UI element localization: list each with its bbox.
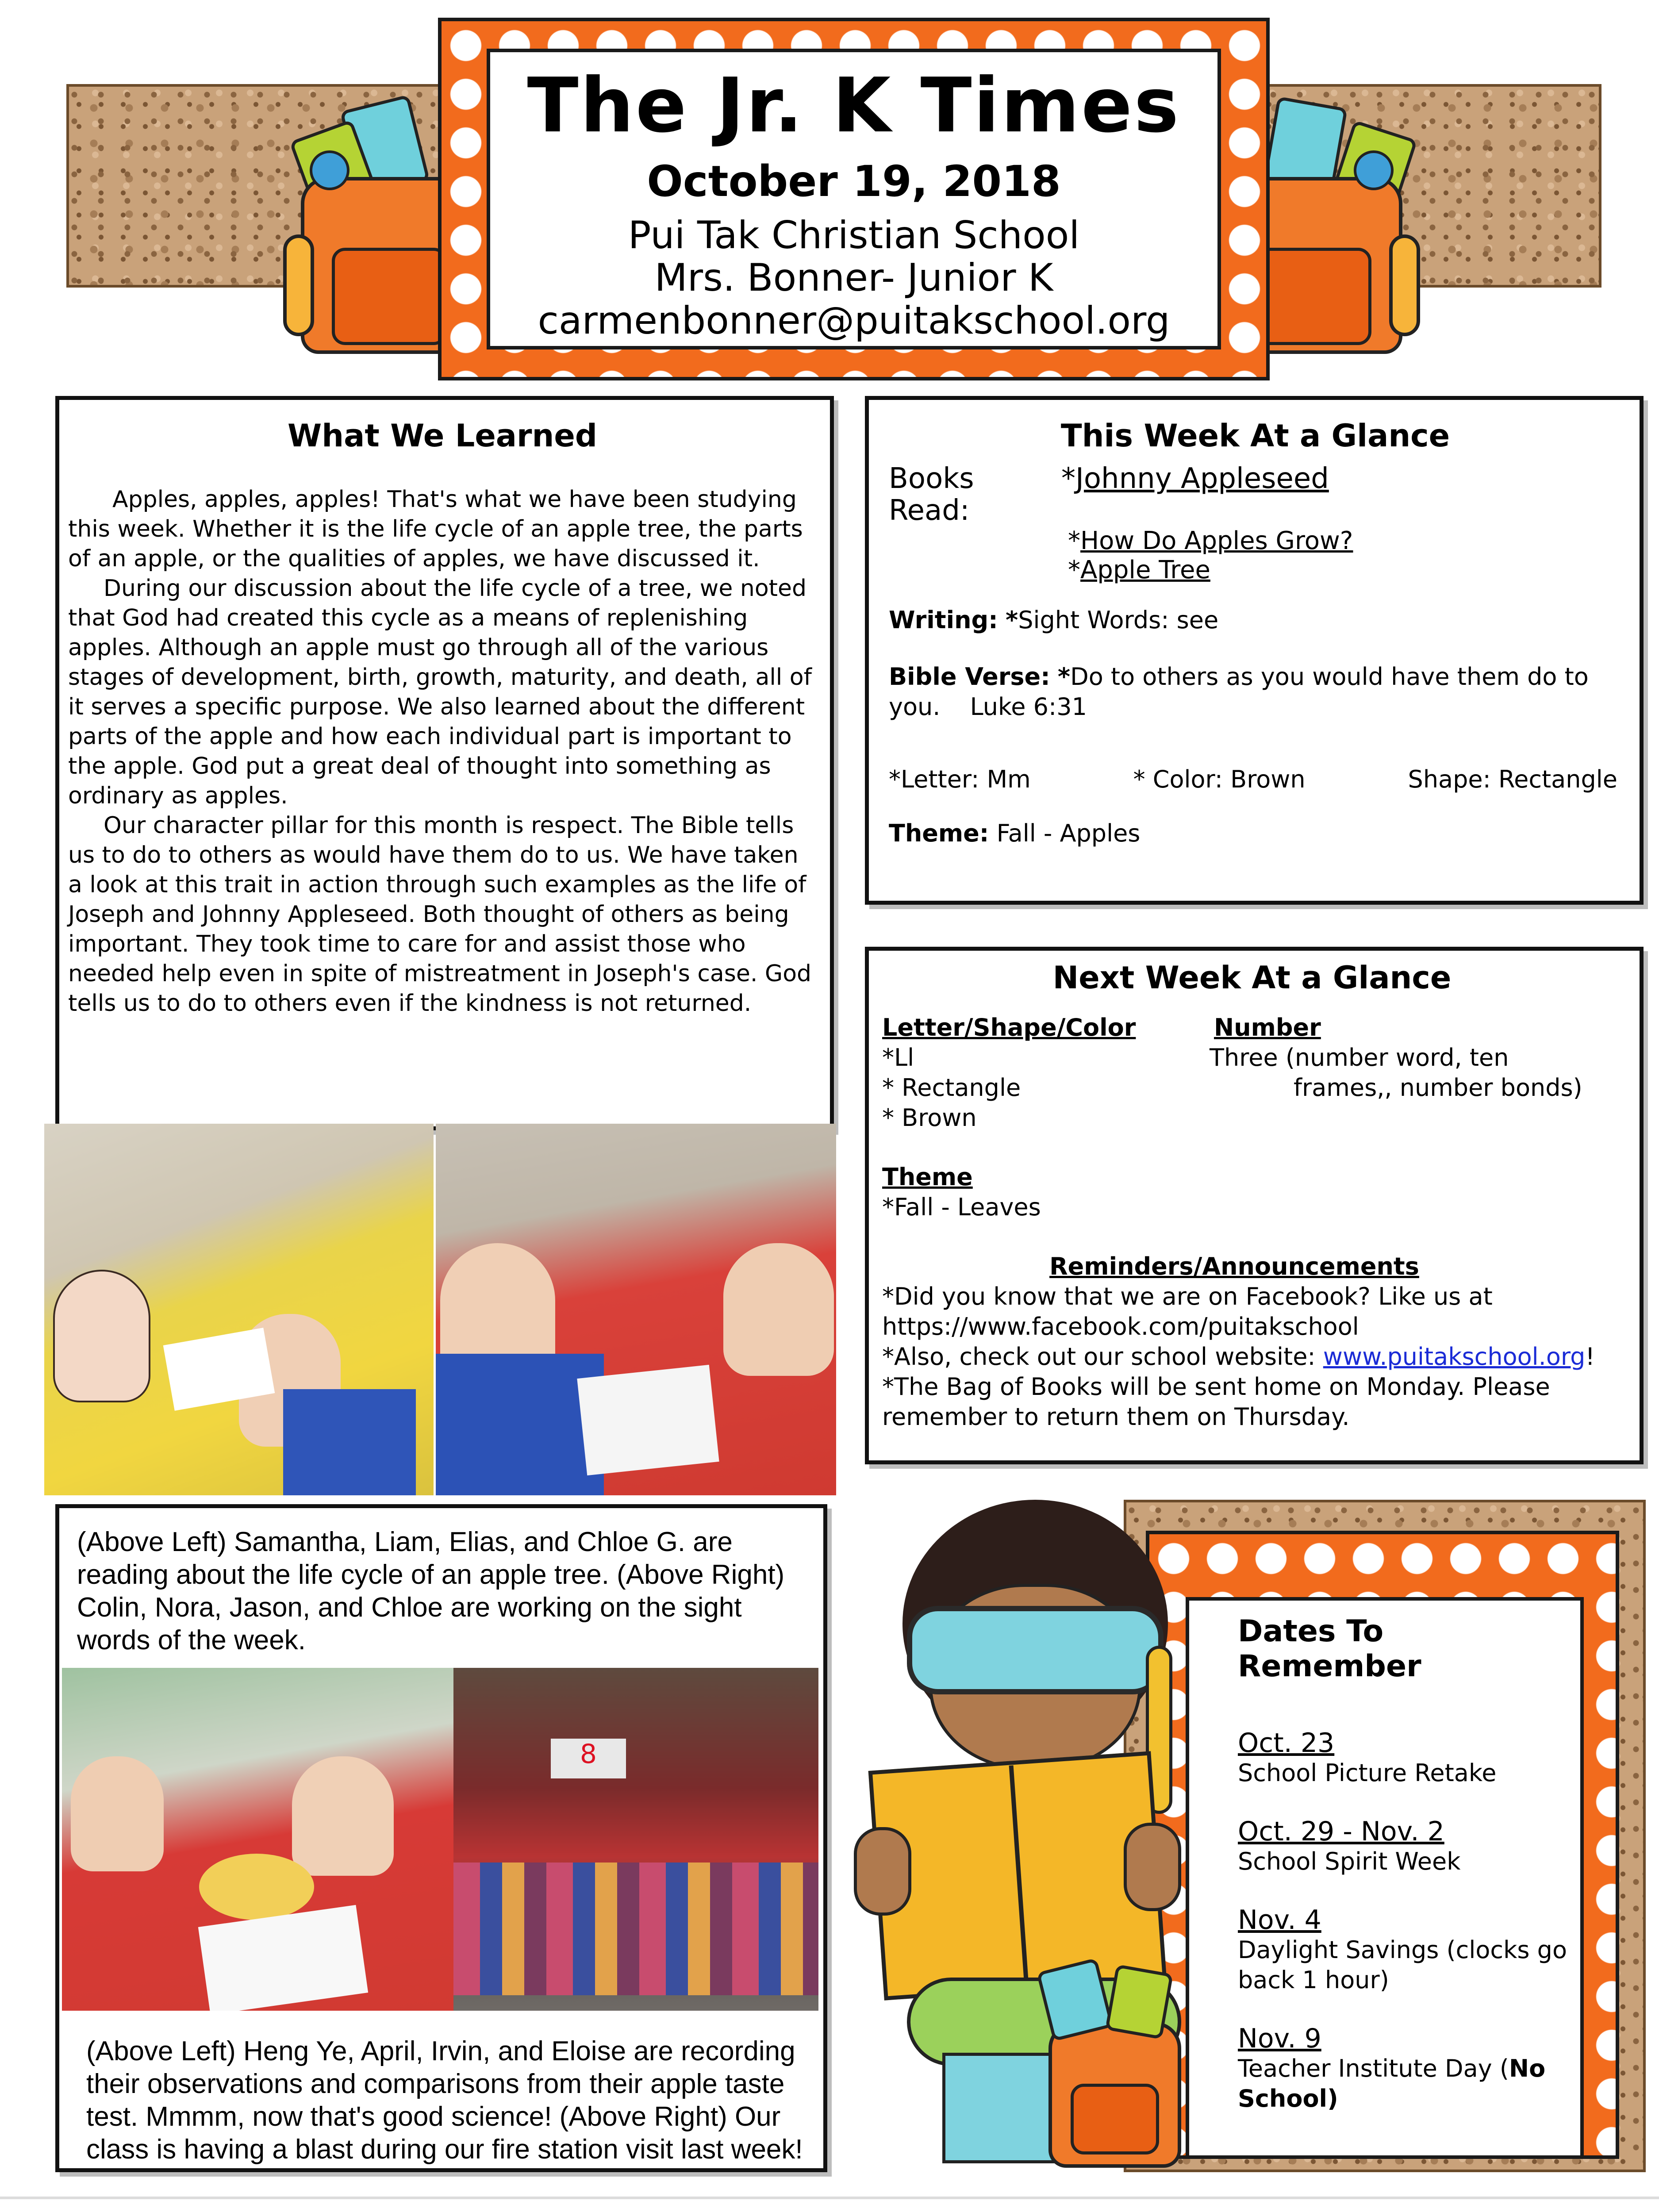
bible-verse-text: Do to others as you would have them do to you.	[889, 663, 1589, 721]
theme-value: *Fall - Leaves	[882, 1193, 1041, 1221]
masthead	[487, 49, 1221, 349]
goggles-icon	[907, 1606, 1164, 1694]
date-entry	[1238, 1816, 1571, 1877]
dates-panel	[1186, 1597, 1584, 2159]
date-event: Daylight Savings (clocks go back 1 hour)	[1238, 1936, 1567, 1994]
section-heading: Dates To Remember	[1238, 1614, 1421, 1684]
learned-paragraph: Apples, apples, apples! That's what we have been studying this week. Whether it is the life cycle of an apple tree, the parts of an apple, or the qualities of apples, we have discussed it.	[68, 486, 803, 572]
learned-paragraph: Our character pillar for this month is respect. The Bible tells us to do to others as would have them do to us. We have taken a look at this trait in action through such examples as the life of Joseph and Johnny Appleseed. Both thought of others as being important. They took time to care for and assist those who needed help even in spite of mistreatment in Joseph's case. God tells us to do to others even if the kindness is not returned.	[68, 812, 812, 1017]
school-name: Pui Tak Christian School	[628, 213, 1080, 257]
writing-label: Writing:	[889, 606, 998, 634]
date-event: School Spirit Week	[1238, 1847, 1461, 1875]
photo-apple-taste-test	[62, 1668, 453, 2011]
photo-fire-station: 8	[453, 1668, 818, 2011]
teacher-email[interactable]: carmenbonner@puitakschool.org	[538, 298, 1170, 343]
writing-value: Sight Words: see	[1018, 606, 1219, 634]
photo-caption: (Above Left) Heng Ye, April, Irvin, and Eloise are recording their observations and comparisons from their apple taste test. Mmmm, now that's good science! (Above Right) Our class is having a blast during our fire station visit last week!	[86, 2036, 803, 2165]
photo-sight-words	[436, 1124, 836, 1495]
book-title: Apple Tree	[1080, 556, 1210, 584]
page-bottom-rule	[0, 2197, 1659, 2199]
book-title: How Do Apples Grow?	[1080, 526, 1353, 555]
shape-of-week: Shape: Rectangle	[1408, 765, 1617, 793]
kid-reading-illustration	[854, 1500, 1217, 2190]
date-label: Oct. 29 - Nov. 2	[1238, 1816, 1444, 1847]
number-line: Three (number word, ten	[1210, 1044, 1509, 1071]
date-event: School Picture Retake	[1238, 1759, 1497, 1787]
what-we-learned-panel	[55, 396, 834, 1130]
reminder-item: *The Bag of Books will be sent home on Monday. Please remember to return them on Thursday.	[882, 1373, 1550, 1431]
number-label: Number	[1214, 1014, 1321, 1041]
learned-paragraph: During our discussion about the life cycle of a tree, we noted that God had created this cycle as a means of replenishing apples. Although an apple must go through all of the various stages of development, birth, growth, maturity, and death, all of it serves a specific purpose. We also learned about the different parts of the apple and how each individual part is important to the apple. God put a great deal of thought into something as ordinary as apples.	[68, 575, 812, 809]
letter-of-week: *Letter: Mm	[889, 765, 1031, 793]
newsletter-title: The Jr. K Times	[527, 62, 1181, 150]
color-of-week: * Color: Brown	[1133, 765, 1306, 793]
lsc-item: * Rectangle	[882, 1074, 1021, 1102]
date-entry	[1238, 2024, 1571, 2114]
theme-label: Theme:	[889, 819, 989, 847]
date-event: Teacher Institute Day (No School)	[1238, 2055, 1546, 2112]
reminder-item: *Did you know that we are on Facebook? Like us at https://www.facebook.com/puitakschool	[882, 1283, 1493, 1340]
section-heading: What We Learned	[288, 418, 597, 454]
section-heading: Next Week At a Glance	[1052, 960, 1452, 996]
lsc-item: *Ll	[882, 1044, 914, 1071]
theme-value: Fall - Apples	[996, 819, 1141, 847]
flower-icon	[310, 150, 349, 190]
flower-icon	[1354, 150, 1394, 190]
school-website-link[interactable]: www.puitakschool.org	[1323, 1343, 1586, 1371]
this-week-panel: This Week At a Glance Books Read: *Johnny Appleseed *How Do Apples Grow? *Apple Tree Writing: *Sight Words: see Bible Verse: *Do to others as you would have them do to you. Luke 6:31 *Letter: Mm * Color: Brown Shape: Rectangle Theme: Fall - Apples	[865, 396, 1644, 905]
books-label: Books Read:	[889, 462, 974, 527]
number-line: frames,, number bonds)	[1294, 1074, 1582, 1102]
section-heading: This Week At a Glance	[1060, 418, 1450, 454]
teacher-name: Mrs. Bonner- Junior K	[654, 256, 1053, 300]
photo-apple-reading	[44, 1124, 434, 1495]
date-entry	[1238, 1728, 1571, 1788]
bible-verse-label: Bible Verse:	[889, 663, 1050, 691]
newsletter-date: October 19, 2018	[647, 157, 1061, 206]
letter-shape-color-label: Letter/Shape/Color	[882, 1014, 1136, 1041]
book-title: Johnny Appleseed	[1075, 462, 1329, 495]
date-label: Nov. 9	[1238, 2023, 1321, 2054]
date-label: Oct. 23	[1238, 1728, 1335, 1759]
theme-label: Theme	[882, 1163, 973, 1191]
date-entry	[1238, 1905, 1571, 1995]
photo-caption: (Above Left) Samantha, Liam, Elias, and Chloe G. are reading about the life cycle of an apple tree. (Above Right) Colin, Nora, Jason, and Chloe are working on the sight words of the week.	[77, 1527, 785, 1655]
date-label: Nov. 4	[1238, 1905, 1321, 1936]
next-week-panel	[865, 947, 1644, 1464]
lsc-item: * Brown	[882, 1104, 977, 1132]
bible-verse-ref: Luke 6:31	[970, 693, 1087, 721]
reminder-item: *Also, check out our school website: www.puitakschool.org!	[882, 1343, 1595, 1371]
reminders-heading: Reminders/Announcements	[1049, 1252, 1419, 1280]
